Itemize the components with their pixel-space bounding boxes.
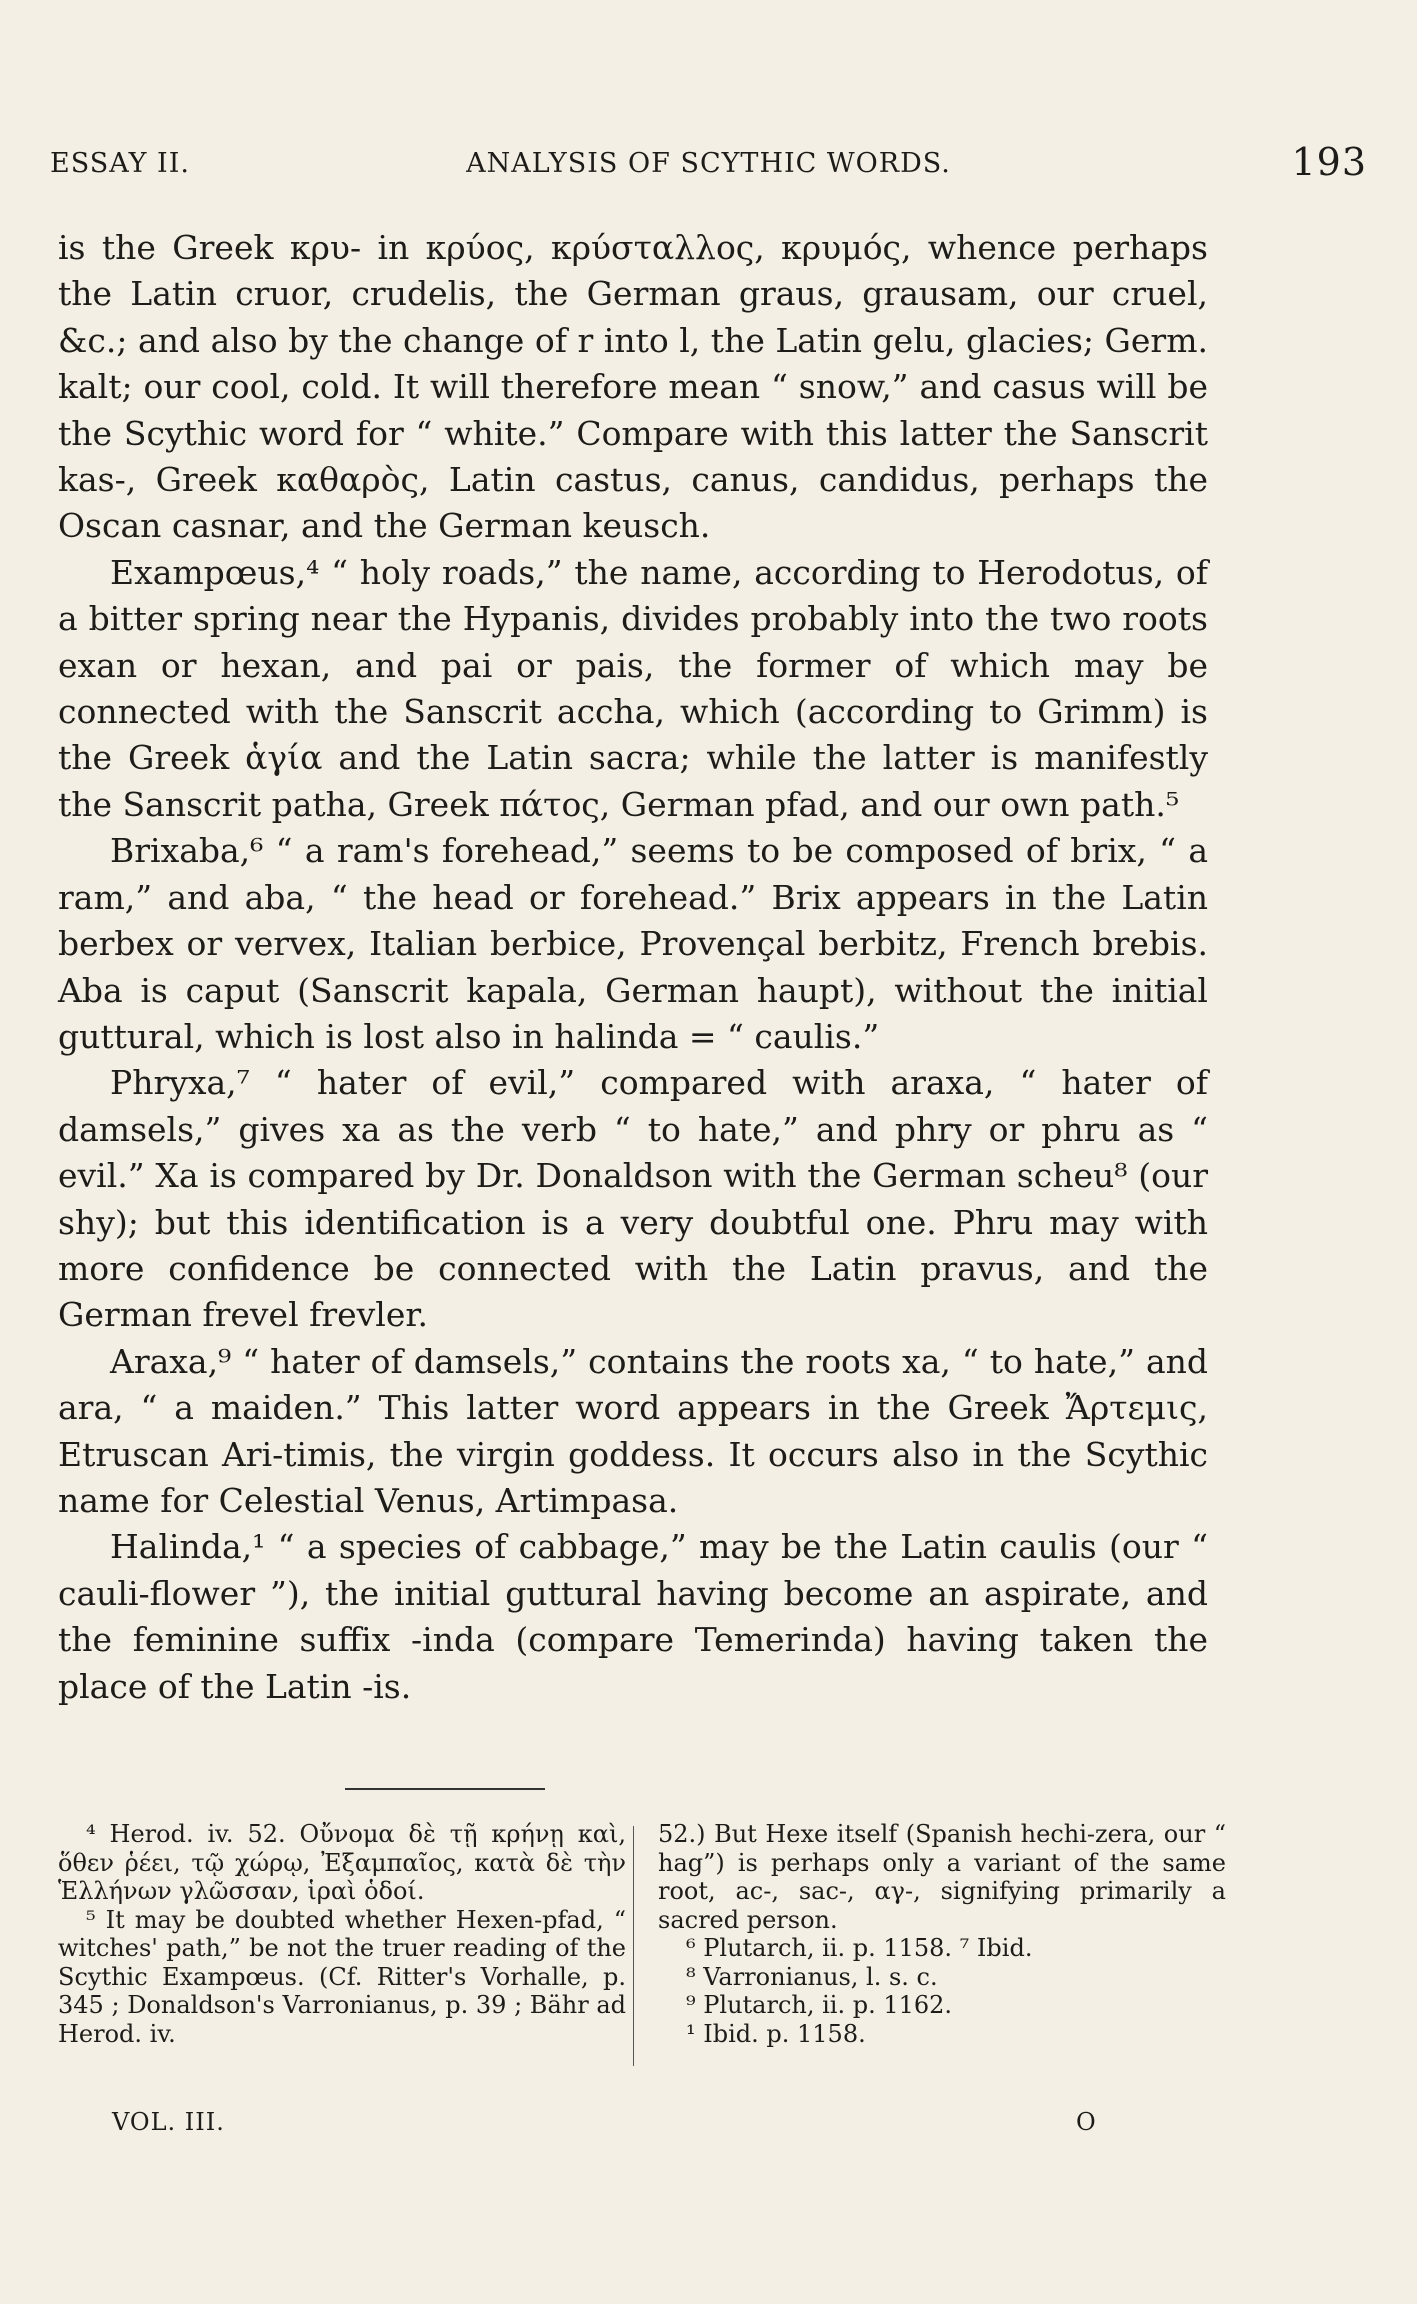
- paragraph: Exampœus,⁴ “ holy roads,” the name, according to Herodotus, of a bitter spring near the Hypanis, divides probably into the two roots exan or hexan, and pai or pais, the former of which may be connected with the Sanscrit accha, which (according to Grimm) is the Greek ἁγία and the Latin sacra; while the latter is manifestly the Sanscrit patha, Greek πάτος, German pfad, and our own path.⁵: [58, 552, 1208, 824]
- paragraph: Brixaba,⁶ “ a ram's forehead,” seems to be composed of brix, “ a ram,” and aba, “ the head or forehead.” Brix appears in the Latin berbex or vervex, Italian berbice, Provençal berbitz, French brebis. Aba is caput (Sanscrit kapala, German haupt), without the initial guttural, which is lost also in halinda = “ caulis.”: [58, 831, 1208, 1056]
- footnote-rule: [345, 1788, 545, 1790]
- running-head-title: ANALYSIS OF SCYTHIC WORDS.: [466, 148, 951, 179]
- footnote: 52.) But Hexe itself (Spanish hechi-zera, our “ hag”) is perhaps only a variant of the same root, ac-, sac-, αγ-, signifying primarily a sacred person.: [658, 1820, 1226, 1934]
- footnote: ⁴ Herod. iv. 52. Οὔνομα δὲ τῇ κρήνῃ καὶ, ὅθεν ῥέει, τῷ χώρῳ, Ἐξαμπαῖος, κατὰ δὲ τὴν Ἑλλήνων γλῶσσαν, ἱραὶ ὁδοί.: [58, 1820, 626, 1905]
- main-text: [58, 225, 1208, 1710]
- signature-mark: O: [1076, 2108, 1096, 2136]
- page-number: 193: [1291, 140, 1367, 184]
- footnotes-left-column: [58, 1820, 626, 2048]
- paragraph: is the Greek κρυ- in κρύος, κρύσταλλος, κρυμός, whence perhaps the Latin cruor, crudelis, the German graus, grausam, our cruel, &c.; and also by the change of r into l, the Latin gelu, glacies; Germ. kalt; our cool, cold. It will therefore mean “ snow,” and casus will be the Scythic word for “ white.” Compare with this latter the Sanscrit kas-, Greek καθαρὸς, Latin castus, canus, candidus, perhaps the Oscan casnar, and the German keusch.: [58, 228, 1208, 546]
- footnotes-right-column: [658, 1820, 1226, 2048]
- paragraph: Araxa,⁹ “ hater of damsels,” contains the roots xa, “ to hate,” and ara, “ a maiden.” This latter word appears in the Greek Ἄρτεμις, Etruscan Ari-timis, the virgin goddess. It occurs also in the Scythic name for Celestial Venus, Artimpasa.: [58, 1341, 1208, 1520]
- footnote: ⁵ It may be doubted whether Hexen-pfad, “ witches' path,” be not the truer reading of the Scythic Exampœus. (Cf. Ritter's Vorhalle, p. 345 ; Donaldson's Varronianus, p. 39 ; Bähr ad Herod. iv.: [58, 1905, 626, 2048]
- running-head: [50, 140, 1367, 190]
- paragraph: Phryxa,⁷ “ hater of evil,” compared with araxa, “ hater of damsels,” gives xa as the verb “ to hate,” and phry or phru as “ evil.” Xa is compared by Dr. Donaldson with the German scheu⁸ (our shy); but this identification is a very doubtful one. Phru may with more confidence be connected with the Latin pravus, and the German frevel frevler.: [58, 1063, 1208, 1335]
- footnote: ⁸ Varronianus, l. s. c.: [686, 1962, 938, 1991]
- footnote: ¹ Ibid. p. 1158.: [686, 2019, 866, 2048]
- running-head-left: ESSAY II.: [50, 148, 190, 179]
- paragraph: Halinda,¹ “ a species of cabbage,” may be the Latin caulis (our “ cauli-flower ”), the initial guttural having become an aspirate, and the feminine suffix -inda (compare Temerinda) having taken the place of the Latin -is.: [58, 1527, 1208, 1706]
- footnote: ⁹ Plutarch, ii. p. 1162.: [686, 1991, 953, 2019]
- footnote-column-divider: [633, 1826, 634, 2066]
- volume-signature: VOL. III.: [112, 2108, 225, 2136]
- footnote: ⁶ Plutarch, ii. p. 1158. ⁷ Ibid.: [686, 1934, 1033, 1962]
